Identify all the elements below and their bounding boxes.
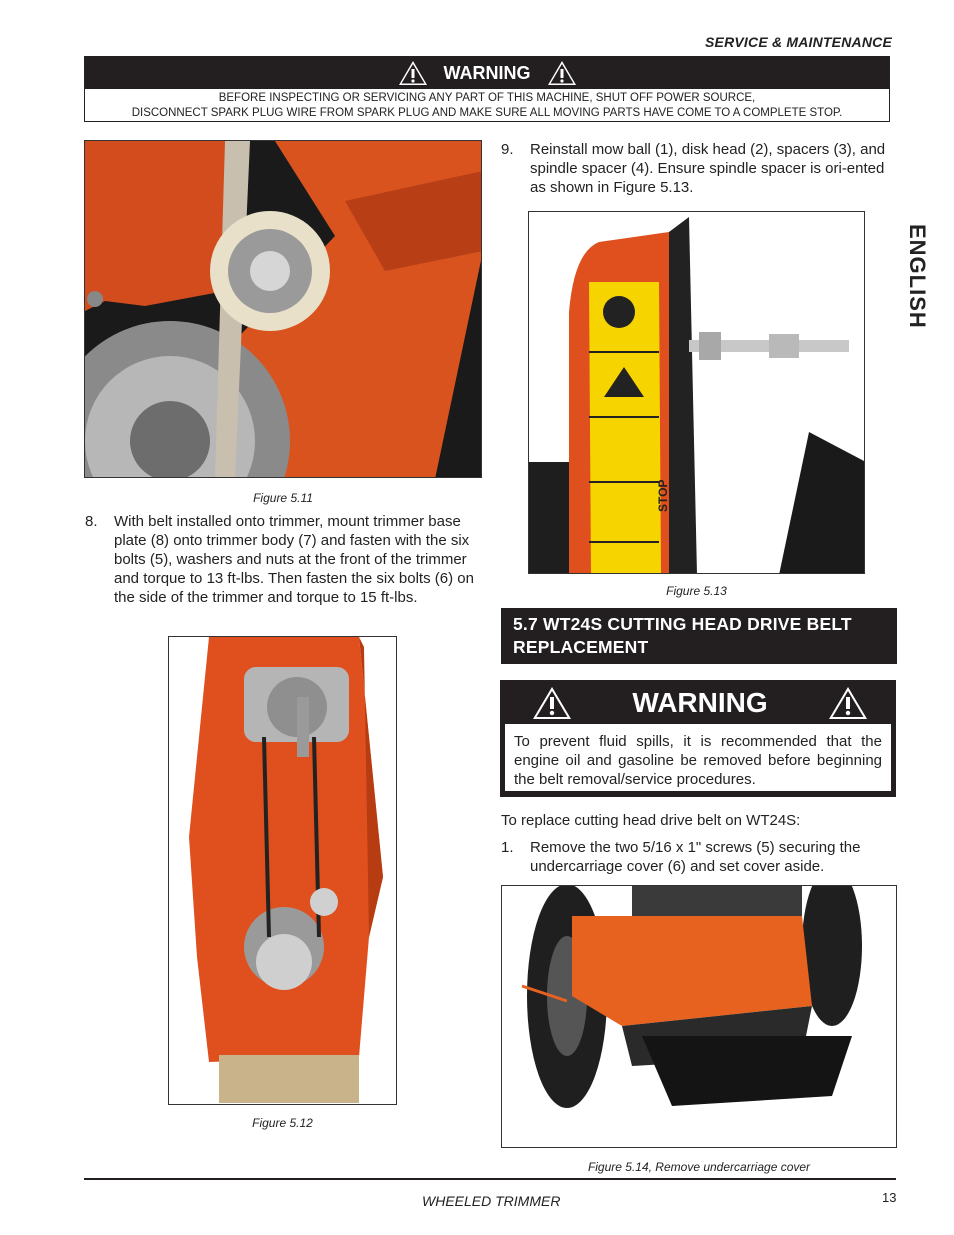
section-header: SERVICE & MAINTENANCE — [705, 34, 892, 50]
warning-triangle-icon — [398, 60, 428, 86]
warning-triangle-icon — [828, 686, 868, 720]
top-warning-line2: DISCONNECT SPARK PLUG WIRE FROM SPARK PLUG AND MAKE SURE ALL MOVING PARTS HAVE COME TO A COMPLETE STOP. — [131, 107, 843, 119]
top-warning-line1: BEFORE INSPECTING OR SERVICING ANY PART OF THIS MACHINE, SHUT OFF POWER SOURCE, — [218, 92, 756, 104]
fluid-warning-title: WARNING — [632, 687, 768, 718]
figure-5-11-caption: Figure 5.11 — [253, 491, 313, 505]
warning-triangle-icon — [547, 60, 577, 86]
warning-triangle-icon — [532, 686, 572, 720]
figure-5-14-photo — [501, 885, 897, 1148]
step-8-text: With belt installed onto trimmer, mount trimmer base plate (8) onto trimmer body (7) and fasten with the six bolts (5), washers and nuts at the front of the trimmer and torque to 13 ft-lbs. Then fasten the six bolts (6) on the side of the trimmer and torque to 15 ft-lbs. — [114, 513, 474, 606]
figure-5-13-photo — [528, 211, 865, 574]
fluid-warning-bar — [502, 682, 894, 724]
top-warning-bar — [85, 57, 889, 89]
figure-5-12-caption: Figure 5.12 — [252, 1116, 313, 1130]
top-warning-box — [84, 56, 890, 122]
step-1-text: Remove the two 5/16 x 1" screws (5) securing the undercarriage cover (6) and set cover aside. — [530, 839, 861, 875]
fluid-warning-box — [500, 680, 896, 797]
page-number: 13 — [882, 1190, 897, 1205]
section-title: 5.7 WT24S CUTTING HEAD DRIVE BELT REPLACEMENT — [501, 608, 897, 664]
fluid-warning-text: To prevent fluid spills, it is recommended that the engine oil and gasoline be removed before beginning the belt removal/service procedures. — [505, 724, 891, 791]
belt-pulley-illustration — [85, 141, 482, 478]
figure-5-14-caption: Figure 5.14, Remove undercarriage cover — [587, 1160, 811, 1174]
top-warning-text — [85, 89, 889, 121]
top-warning-title: WARNING — [443, 62, 531, 83]
figure-5-12-photo — [168, 636, 397, 1105]
step-8-number: 8. — [85, 513, 98, 530]
undercarriage-illustration — [502, 886, 897, 1148]
step-9 — [501, 140, 893, 197]
footer-rule — [84, 1178, 896, 1180]
step-1-number: 1. — [501, 839, 514, 856]
step-1 — [501, 838, 893, 876]
spindle-illustration — [529, 212, 865, 574]
step-9-number: 9. — [501, 141, 514, 158]
step-8 — [85, 512, 477, 607]
footer-title: WHEELED TRIMMER — [422, 1193, 561, 1209]
stop-label: STOP — [656, 479, 670, 512]
figure-5-13-caption: Figure 5.13 — [666, 584, 727, 598]
step-9-text: Reinstall mow ball (1), disk head (2), spacers (3), and spindle spacer (4). Ensure spindle spacer is ori-ented as shown in Figure 5.13. — [530, 141, 886, 196]
language-tab: ENGLISH — [905, 224, 930, 329]
intro-text: To replace cutting head drive belt on WT24S: — [501, 812, 801, 829]
trimmer-body-illustration — [169, 637, 397, 1105]
figure-5-11-photo — [84, 140, 482, 478]
